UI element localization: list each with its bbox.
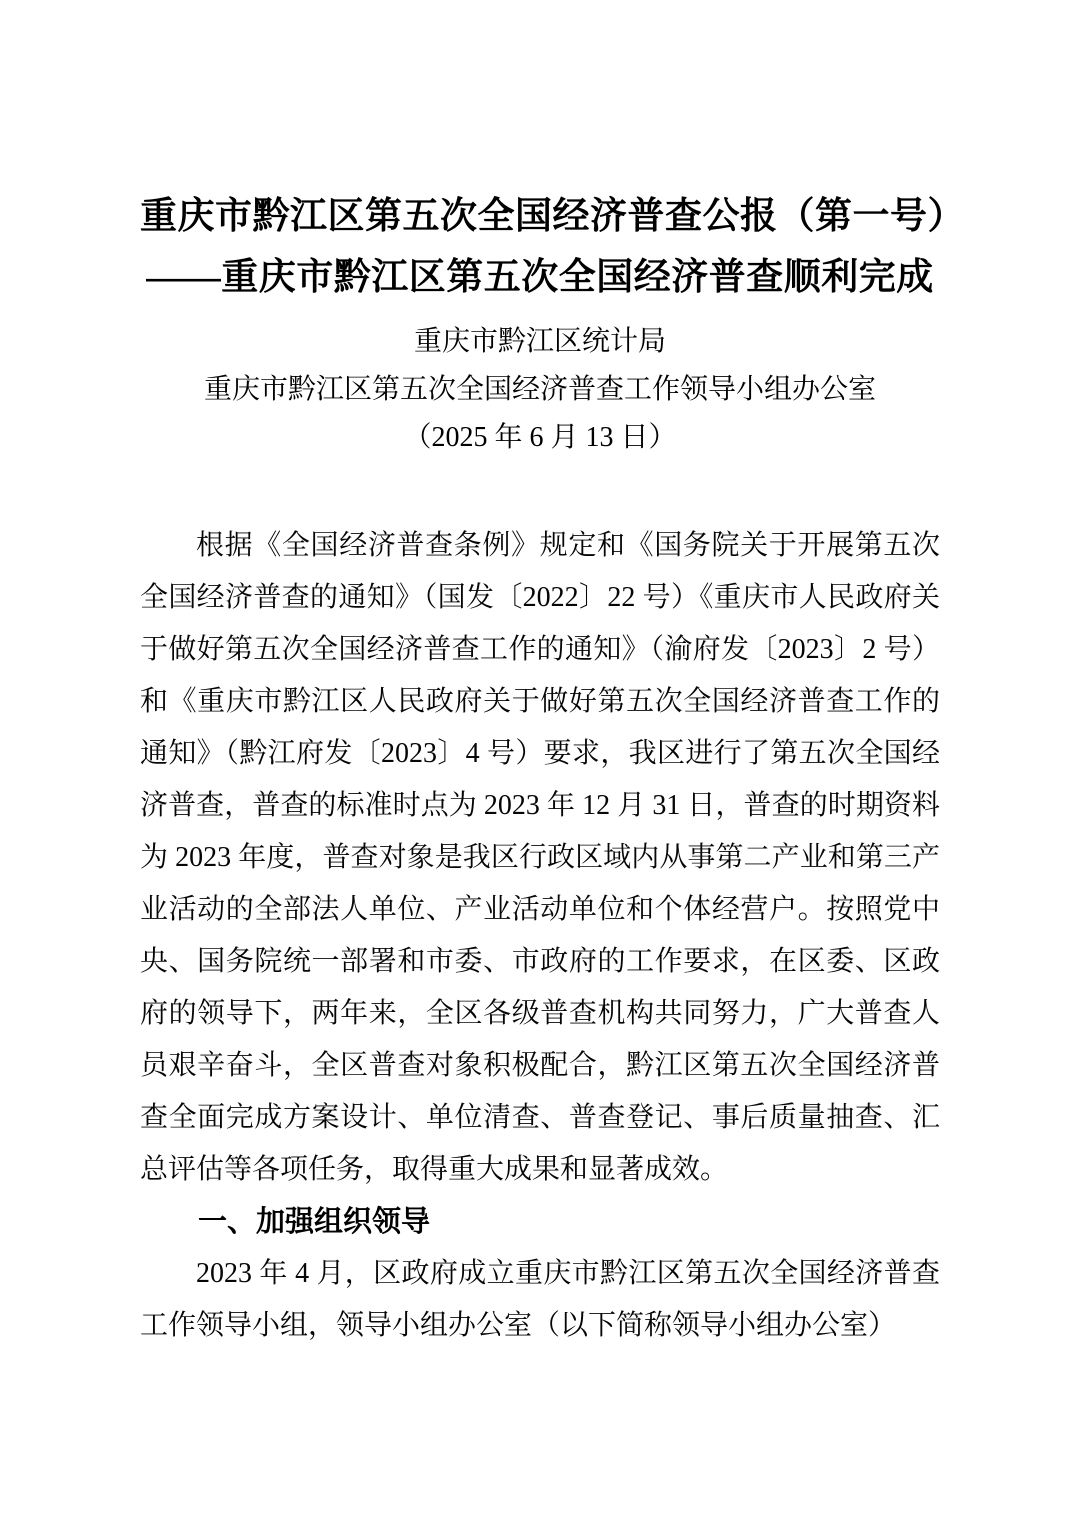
title-line-1: 重庆市黔江区第五次全国经济普查公报（第一号）: [140, 196, 965, 237]
issuer-office: 重庆市黔江区第五次全国经济普查工作领导小组办公室: [203, 374, 876, 405]
paragraph-section-1: 2023 年 4 月，区政府成立重庆市黔江区第五次全国经济普查工作领导小组，领导小组办公室（以下简称领导小组办公室）: [140, 1258, 940, 1341]
document-body: [140, 520, 940, 1352]
paragraph-intro: 根据《全国经济普查条例》规定和《国务院关于开展第五次全国经济普查的通知》（国发〔2022〕22 号）《重庆市人民政府关于做好第五次全国经济普查工作的通知》（渝府发〔2023〕2 号）和《重庆市黔江区人民政府关于做好第五次全国经济普查工作的通知》（黔江府发〔2023〕4 号）要求，我区进行了第五次全国经济普查，普查的标准时点为 2023 年 12 月 31 日，普查的时期资料为 2023 年度，普查对象是我区行政区域内从事第二产业和第三产业活动的全部法人单位、产业活动单位和个体经营户。按照党中央、国务院统一部署和市委、市政府的工作要求，在区委、区政府的领导下，两年来，全区各级普查机构共同努力，广大普查人员艰辛奋斗，全区普查对象积极配合，黔江区第五次全国经济普查全面完成方案设计、单位清查、普查登记、事后质量抽查、汇总评估等各项任务，取得重大成果和显著成效。: [140, 530, 940, 1185]
issuer-agency: 重庆市黔江区统计局: [413, 326, 666, 357]
section-heading-1: 一、加强组织领导: [198, 1206, 431, 1238]
title-line-2: ——重庆市黔江区第五次全国经济普查顺利完成: [146, 257, 934, 298]
issuer-block: [140, 318, 940, 462]
document-date: （2025 年 6 月 13 日）: [403, 422, 677, 453]
document-title: [140, 186, 965, 308]
